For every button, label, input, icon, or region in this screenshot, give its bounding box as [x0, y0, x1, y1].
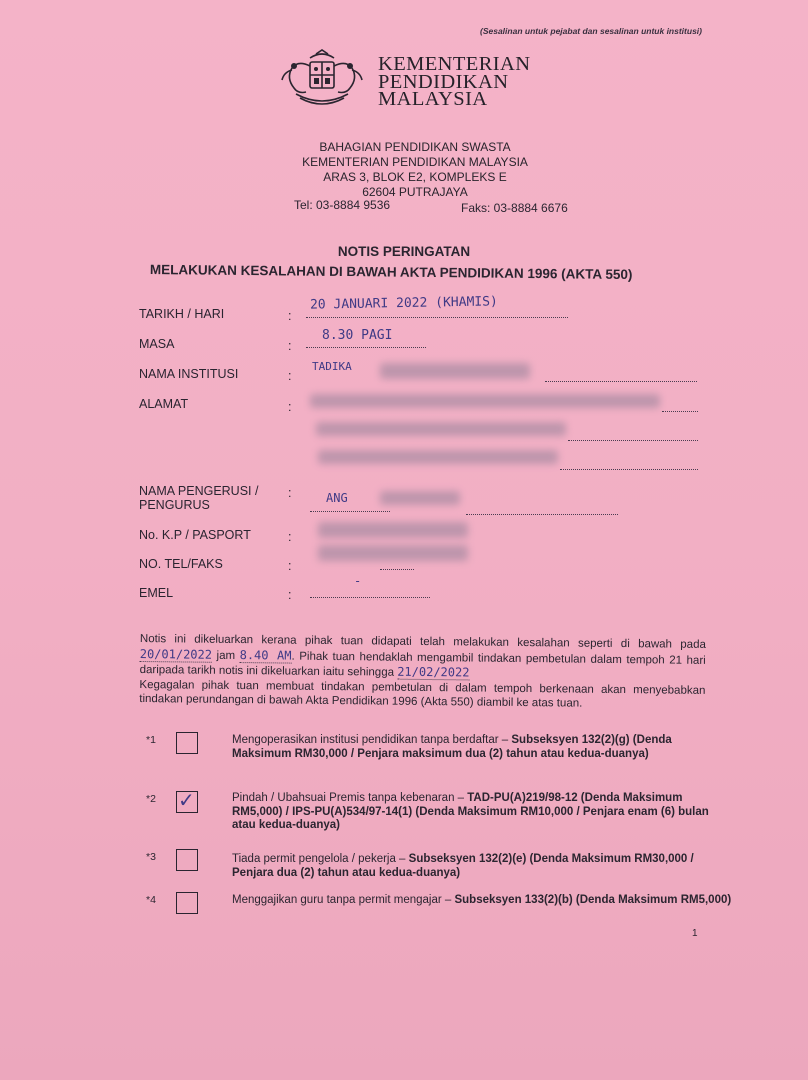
offence-4-number: *4 — [146, 894, 156, 906]
offence-2-description: Pindah / Ubahsuai Premis tanpa kebenaran – — [232, 792, 468, 804]
redacted-address-3 — [318, 450, 558, 464]
offence-4-text — [232, 894, 732, 908]
offence-2-penalty: TAD-PU(A)219/98-12 (Denda Maksimum RM5,000) / IPS-PU(A)534/97-14(1) (Denda Maksimum RM10,000 / Penjara enam (6) bulan atau kedua-duanya) — [232, 792, 709, 831]
coat-of-arms-icon — [276, 48, 368, 112]
notice-subtitle: MELAKUKAN KESALAHAN DI BAWAH AKTA PENDIDIKAN 1996 (AKTA 550) — [149, 262, 633, 283]
offence-1-checkbox[interactable] — [176, 732, 198, 754]
notice-part-4: Kegagalan pihak tuan membuat tindakan pembetulan di dalam tempoh berkenaan akan menyebabkan tindakan perundangan di bawah Akta Pendidikan 1996 (Akta 550) diambil ke atas tuan. — [139, 678, 706, 710]
institution-line — [545, 381, 697, 382]
email-value: - — [354, 574, 362, 588]
address-line-a — [662, 411, 698, 412]
ministry-line-1: KEMENTERIAN — [378, 53, 531, 75]
offence-time: 8.40 AM — [239, 647, 292, 663]
address-line-4: 62604 PUTRAJAYA — [362, 185, 468, 199]
offence-2-checkbox[interactable] — [176, 791, 198, 813]
offence-3-checkbox[interactable] — [176, 849, 198, 871]
email-label: EMEL — [139, 586, 174, 600]
redacted-institution — [380, 363, 530, 379]
deadline-date: 21/02/2022 — [397, 664, 470, 680]
time-label: MASA — [139, 337, 175, 351]
ministry-name — [378, 53, 531, 110]
offence-date: 20/01/2022 — [139, 646, 213, 662]
address-line-1: BAHAGIAN PENDIDIKAN SWASTA — [319, 140, 511, 154]
fax: Faks: 03-8884 6676 — [461, 201, 568, 215]
chairman-colon: : — [288, 486, 292, 500]
chairman-label-1: NAMA PENGERUSI / — [139, 484, 259, 498]
email-line — [310, 597, 430, 598]
redacted-address-2 — [316, 422, 566, 436]
ministry-line-3: MALAYSIA — [378, 88, 488, 110]
notice-part-2: jam — [216, 649, 236, 662]
chairman-label-2: PENGURUS — [139, 498, 210, 512]
time-colon: : — [288, 339, 292, 353]
institution-value: TADIKA — [312, 360, 352, 373]
redacted-tel — [318, 545, 468, 561]
telephone: Tel: 03-8884 9536 — [294, 198, 391, 212]
redacted-chairman — [380, 491, 460, 505]
notice-part-1: Notis ini dikeluarkan kerana pihak tuan didapati telah melakukan kesalahan seperti di bawah pada — [139, 632, 706, 651]
redacted-ic — [318, 522, 468, 538]
address-line-c — [560, 469, 698, 470]
offence-1-text — [232, 734, 732, 761]
offence-2-number: *2 — [146, 793, 156, 805]
address-line-b — [568, 440, 698, 441]
address-line-2: KEMENTERIAN PENDIDIKAN MALAYSIA — [302, 155, 528, 169]
offence-1-penalty: Subseksyen 132(2)(g) (Denda Maksimum RM30,000 / Penjara maksimum dua (2) tahun atau kedua-duanya) — [232, 734, 672, 760]
address-line-3: ARAS 3, BLOK E2, KOMPLEKS E — [323, 170, 507, 184]
offence-1-description: Mengoperasikan institusi pendidikan tanpa berdaftar – — [232, 734, 512, 746]
offence-4-penalty: Subseksyen 133(2)(b) (Denda Maksimum RM5,000) — [454, 894, 732, 906]
offence-4-description: Menggajikan guru tanpa permit mengajar – — [232, 894, 455, 906]
time-line — [306, 347, 426, 348]
date-colon: : — [288, 309, 292, 323]
email-colon: : — [288, 588, 292, 602]
chairman-line-a — [310, 511, 390, 512]
redacted-address-1 — [310, 394, 660, 408]
offence-4-checkbox[interactable] — [176, 892, 198, 914]
time-value: 8.30 PAGI — [322, 328, 393, 343]
page-number: 1 — [692, 928, 698, 939]
chairman-value: ANG — [326, 491, 348, 505]
ic-colon: : — [288, 530, 292, 544]
address-colon: : — [288, 400, 292, 414]
date-value: 20 JANUARI 2022 (KHAMIS) — [309, 294, 498, 313]
date-line — [306, 317, 568, 318]
offence-1-number: *1 — [146, 734, 156, 746]
notice-part-3: . Pihak tuan hendaklah mengambil tindakan pembetulan dalam tempoh 21 hari daripada tarikh notis ini dikeluarkan iaitu sehingga — [139, 650, 706, 679]
notice-title: NOTIS PERINGATAN — [337, 244, 471, 259]
chairman-line-b — [466, 514, 618, 515]
address-block — [250, 140, 580, 200]
offence-3-description: Tiada permit pengelola / pekerja – — [232, 853, 409, 865]
address-label: ALAMAT — [139, 397, 189, 411]
ic-label: No. K.P / PASPORT — [139, 528, 251, 542]
copy-note: (Sesalinan untuk pejabat dan sesalinan untuk institusi) — [480, 26, 702, 36]
tel-colon: : — [288, 559, 292, 573]
notice-paragraph — [139, 632, 706, 712]
offence-3-number: *3 — [146, 851, 156, 863]
offence-3-penalty: Subseksyen 132(2)(e) (Denda Maksimum RM30,000 / Penjara dua (2) tahun atau kedua-duanya) — [232, 853, 694, 879]
ministry-line-2: PENDIDIKAN — [378, 70, 509, 93]
tel-label: NO. TEL/FAKS — [139, 557, 223, 571]
institution-label: NAMA INSTITUSI — [139, 367, 239, 381]
date-label: TARIKH / HARI — [139, 307, 225, 321]
institution-colon: : — [288, 369, 292, 383]
check-mark-icon: ✓ — [178, 790, 195, 812]
offence-3-text — [232, 853, 732, 880]
offence-2-text — [232, 792, 732, 833]
tel-line — [380, 569, 414, 570]
